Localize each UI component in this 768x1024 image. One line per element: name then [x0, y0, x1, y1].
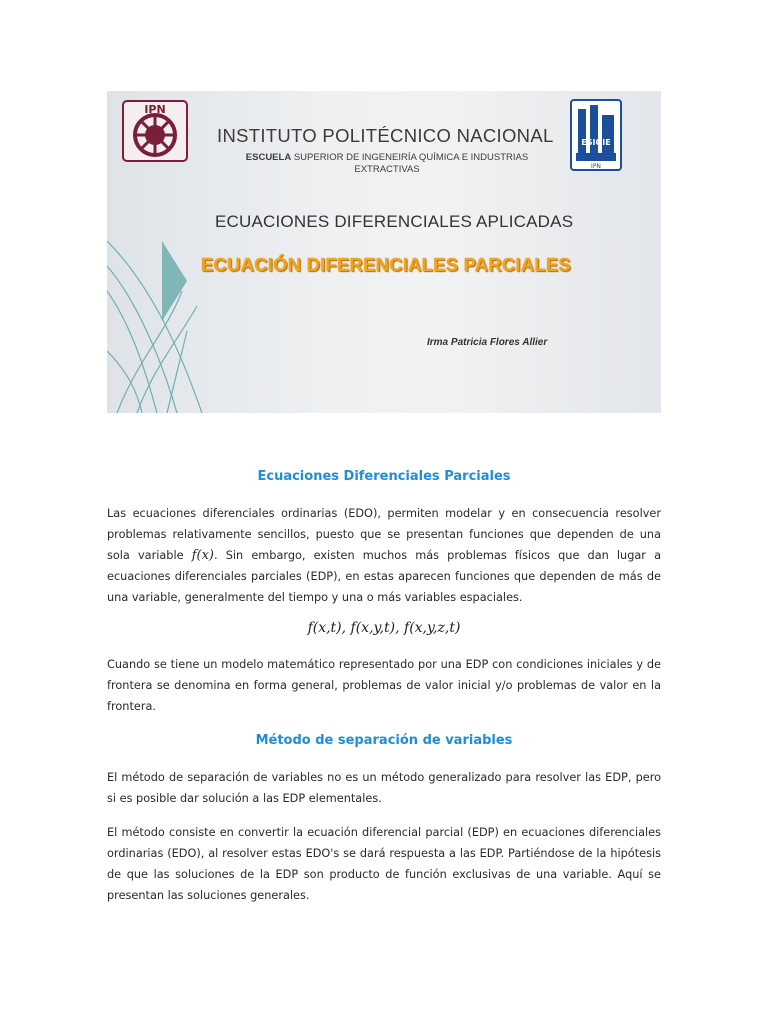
institute-title: INSTITUTO POLITÉCNICO NACIONAL	[217, 125, 554, 146]
ipn-logo-text: IPN	[144, 103, 166, 116]
course-subject: ECUACIONES DIFERENCIALES APLICADAS	[215, 212, 574, 231]
paragraph-intro-part2: . Sin embargo, existen muchos más problemas físicos que dan lugar a ecuaciones diferenciales parciales (EDP), en estas aparecen funciones que dependen de más de una variable, generalmente del tiempo y una o más variables espaciales.	[107, 549, 661, 604]
school-name-bold: ESCUELA	[245, 152, 292, 163]
section-heading-separation: Método de separación de variables	[255, 733, 513, 748]
ipn-logo	[121, 99, 189, 163]
esiqie-logo-text: ESIQIE	[581, 138, 611, 147]
author-name: Irma Patricia Flores Allier	[427, 337, 548, 348]
paragraph-boundary-problems: Cuando se tiene un modelo matemático representado por una EDP con condiciones iniciales y de frontera se denomina en forma general, problemas de valor inicial y/o problemas de valor en la frontera.	[107, 658, 661, 713]
section-heading-edp: Ecuaciones Diferenciales Parciales	[257, 469, 511, 484]
formula-functions: f(x,t), f(x,y,t), f(x,y,z,t)	[307, 620, 461, 636]
paragraph-intro-part1: Las ecuaciones diferenciales ordinarias (EDO), permiten modelar y en consecuencia resolver problemas relativamente sencillos, puesto que se presentan funciones que dependen de una sola variable	[107, 507, 661, 562]
school-name-rest: SUPERIOR DE INGENEIRÍA QUÍMICA E INDUSTRIAS	[291, 152, 529, 163]
school-name	[237, 152, 537, 176]
paragraph-intro	[107, 503, 661, 608]
school-name-line2: EXTRACTIVAS	[354, 164, 420, 175]
cover-slide	[107, 91, 661, 413]
math-fx: f(x)	[191, 548, 214, 563]
topic-title: ECUACIÓN DIFERENCIALES PARCIALES	[201, 254, 571, 275]
paragraph-method-intro: El método de separación de variables no es un método generalizado para resolver las EDP, pero si es posible dar solución a las EDP elementales.	[107, 771, 661, 805]
esiqie-logo-subtext: IPN	[591, 163, 601, 170]
esiqie-logo	[570, 99, 622, 171]
paragraph-method-description: El método consiste en convertir la ecuación diferencial parcial (EDP) en ecuaciones diferenciales ordinarias (EDO), al resolver estas EDO's se dará respuesta a las EDP. Partiéndose de la hipótesis de que las soluciones de la EDP son producto de función exclusivas de una variable. Aquí se presentan las soluciones generales.	[107, 826, 661, 902]
